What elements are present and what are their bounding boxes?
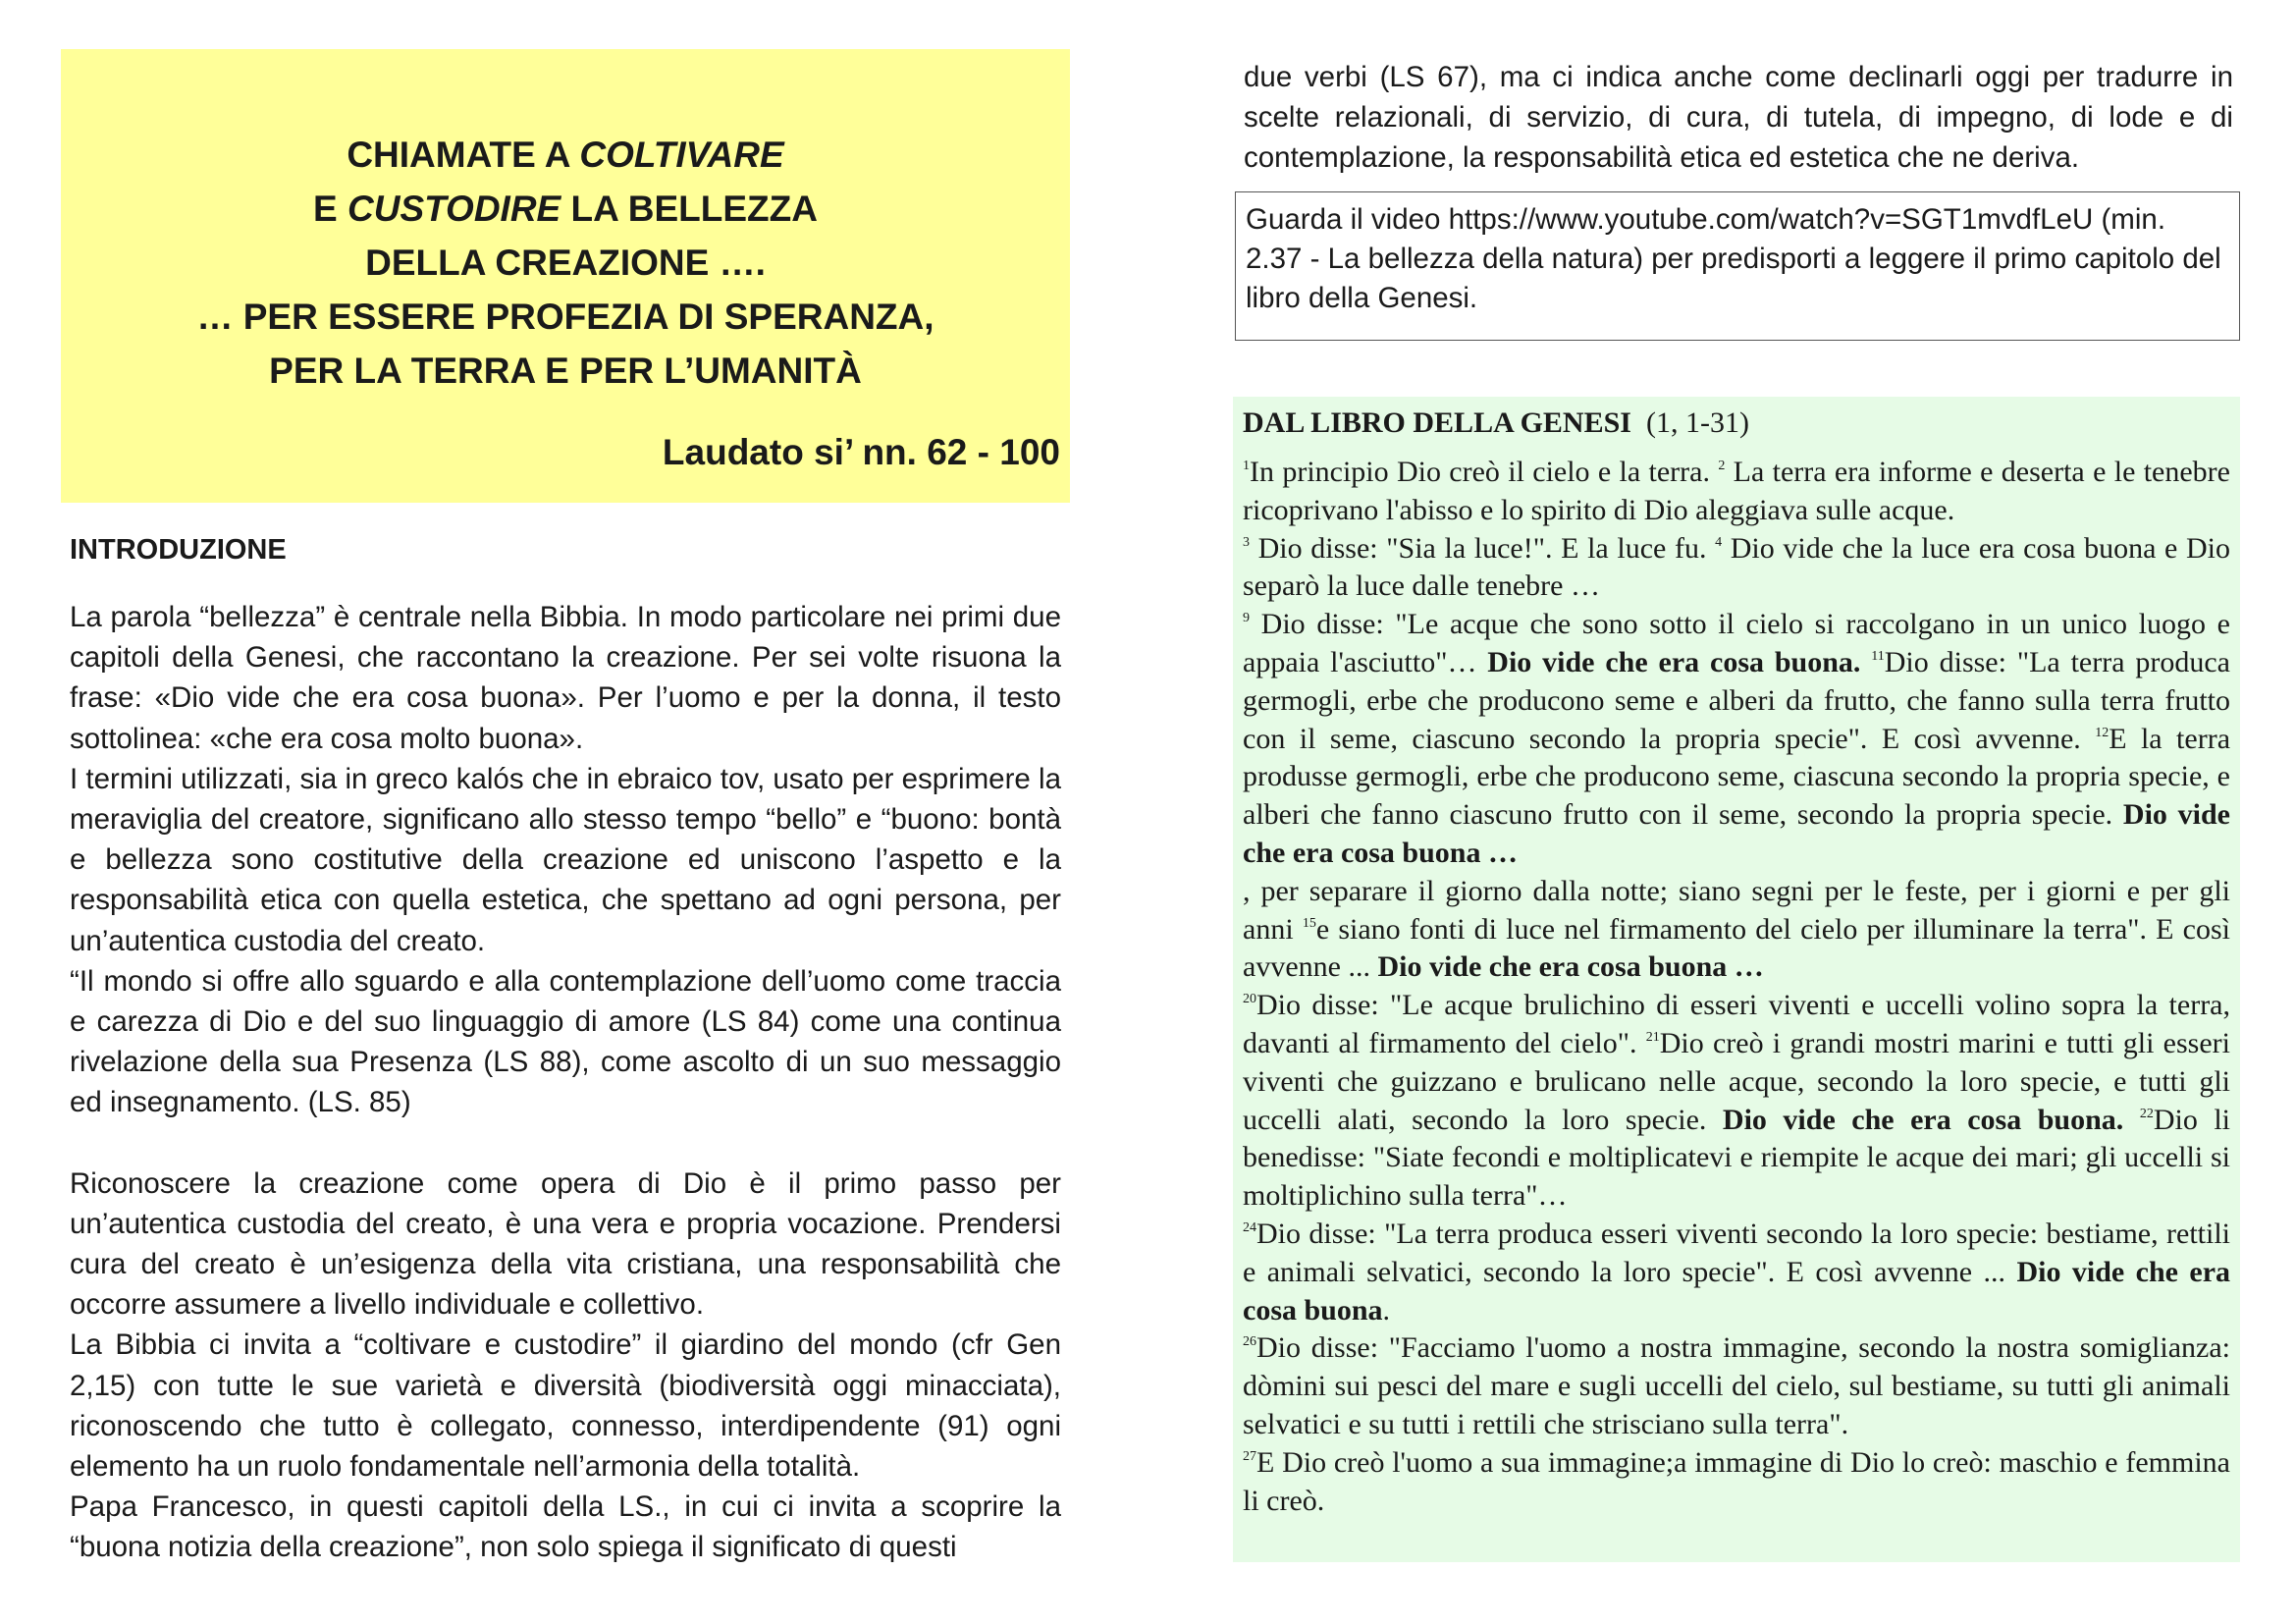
intro-paragraph: I termini utilizzati, sia in greco kalós che in ebraico tov, usato per esprimere la meraviglia del creatore, significano allo stesso tempo “bello” e “buono: bontà e bellezza sono costitutive della creazione ed uniscono l’aspetto e la responsabilità etica con quella estetica, che spettano ad ogni persona, per un’autentica custodia del creato. xyxy=(70,762,1061,957)
intro-paragraph: Riconoscere la creazione come opera di Dio è il primo passo per un’autentica custodia del creato, è una vera e propria vocazione. Prendersi cura del creato è un’esigenza della vita cristiana, una responsabilità che occorre assumere a livello individuale e collettivo. xyxy=(70,1166,1061,1322)
title-text: LA BELLEZZA xyxy=(561,189,818,229)
title-block xyxy=(61,128,1070,398)
verse-text: Dio disse: "La terra produca esseri viventi secondo la loro specie: bestiame, rettili e animali selvatici, secondo la loro specie". E così avvenne ... xyxy=(1243,1217,2230,1288)
title-line-3: DELLA CREAZIONE …. xyxy=(365,243,766,283)
genesis-paragraph xyxy=(1243,1216,2230,1329)
verse-text: Dio disse: "Le acque brulichino di esseri viventi e uccelli volino sopra la terra, davanti al firmamento del cielo". xyxy=(1243,989,2230,1059)
verse-text: Dio vide che la luce era cosa buona e Dio separò la luce dalle tenebre … xyxy=(1243,531,2230,603)
verse-text: . xyxy=(1382,1293,1391,1326)
title-box xyxy=(61,49,1070,503)
verse-text: Dio disse: "La terra produca germogli, erbe che producono seme e alberi da frutto, che fanno sulla terra frutto con il seme, ciascuno secondo la propria specie". E così avvenne. xyxy=(1243,645,2230,755)
verse-number: 21 xyxy=(1645,1029,1660,1045)
intro-continuation: due verbi (LS 67), ma ci indica anche come declinarli oggi per tradurre in scelte relazionali, di servizio, di cura, di tutela, di impegno, di lode e di contemplazione, la responsabilità etica ed estetica che ne deriva. xyxy=(1244,61,2233,174)
genesis-paragraph xyxy=(1243,987,2230,1216)
verse-text: La terra era informe e deserta e le tenebre ricoprivano l'abisso e lo spirito di Dio aleggiava sulle acque. xyxy=(1243,456,2230,526)
intro-paragraph: La Bibbia ci invita a “coltivare e custodire” il giardino del mondo (cfr Gen 2,15) con tutte le sue varietà e diversità (biodiversità oggi minacciata), riconoscendo che tutto è collegato, connesso, interdipendente (91) ogni elemento ha un ruolo fondamentale nell’armonia della totalità. xyxy=(70,1328,1061,1484)
verse-number: 22 xyxy=(2139,1106,2154,1121)
title-line-1 xyxy=(61,128,1070,182)
verse-number: 2 xyxy=(1718,459,1726,473)
verse-text: Dio creò i grandi mostri marini e tutti gli esseri viventi che guizzano e brulicano nelle acque, secondo la loro specie, e tutti gli uccelli alati, secondo la loro specie. xyxy=(1243,1026,2230,1136)
verse-text: Dio disse: "Sia la luce!". E la luce fu. xyxy=(1250,531,1716,565)
title-emphasis: COLTIVARE xyxy=(579,135,784,175)
intro-heading: INTRODUZIONE xyxy=(70,534,287,566)
genesis-paragraph xyxy=(1243,530,2230,607)
verse-refrain: Dio vide che era cosa buona. xyxy=(1722,1103,2124,1136)
title-text: E xyxy=(313,189,347,229)
verse-number: 20 xyxy=(1243,992,1256,1007)
title-line-4: … PER ESSERE PROFEZIA DI SPERANZA, xyxy=(196,297,934,337)
verse-text: , per separare il giorno dalla notte; siano segni per le feste, per i giorni e per gli anni xyxy=(1243,874,2230,946)
title-line-2 xyxy=(61,182,1070,236)
verse-number: 15 xyxy=(1302,915,1316,931)
verse-text: e siano fonti di luce nel firmamento del cielo per illuminare la terra". E così avvenne ... xyxy=(1243,912,2230,984)
verse-refrain: Dio vide che era cosa buona xyxy=(1243,1255,2231,1326)
genesis-paragraph xyxy=(1243,1444,2230,1521)
verse-text: In principio Dio creò il cielo e la terra. xyxy=(1250,456,1719,488)
genesis-heading-title: DAL LIBRO DELLA GENESI xyxy=(1243,406,1631,439)
title-text: CHIAMATE A xyxy=(347,135,580,175)
genesis-heading xyxy=(1243,406,1749,440)
verse-refrain: Dio vide che era cosa buona … xyxy=(1243,798,2230,869)
verse-number: 12 xyxy=(2095,725,2109,740)
genesis-heading-reference: (1, 1-31) xyxy=(1645,406,1749,439)
verse-text: E la terra produsse germogli, erbe che producono seme, ciascuna secondo la propria specie, e alberi che fanno ciascuno frutto con il seme, secondo la propria specie. xyxy=(1243,722,2231,832)
verse-text: E Dio creò l'uomo a sua immagine;a immagine di Dio lo creò: maschio e femmina li creò. xyxy=(1243,1445,2230,1517)
verse-text: Dio disse: "Le acque che sono sotto il cielo si raccolgano in un unico luogo e appaia l'asciutto"… xyxy=(1243,608,2230,678)
verse-number: 27 xyxy=(1243,1448,1256,1464)
video-note-text: Guarda il video https://www.youtube.com/watch?v=SGT1mvdfLeU (min. 2.37 - La bellezza della natura) per predisporti a leggere il primo capitolo del libro della Genesi. xyxy=(1246,203,2221,314)
verse-number: 11 xyxy=(1871,648,1885,664)
video-note-box xyxy=(1235,191,2240,341)
genesis-body xyxy=(1243,454,2230,1520)
verse-refrain: Dio vide che era cosa buona. xyxy=(1487,645,1861,678)
title-reference: Laudato si’ nn. 62 - 100 xyxy=(662,432,1060,472)
intro-paragraph: “Il mondo si offre allo sguardo e alla contemplazione dell’uomo come traccia e carezza di Dio e del suo linguaggio di amore (LS 84) come una continua rivelazione della sua Presenza (LS 88), come ascolto di un suo messaggio ed insegnamento. (LS. 85) xyxy=(70,964,1061,1119)
title-line-5: PER LA TERRA E PER L’UMANITÀ xyxy=(269,351,862,391)
genesis-paragraph xyxy=(1243,1329,2230,1443)
genesis-paragraph xyxy=(1243,606,2230,873)
genesis-paragraph xyxy=(1243,454,2230,530)
verse-number: 9 xyxy=(1243,611,1250,626)
genesis-paragraph xyxy=(1243,873,2230,987)
verse-number: 24 xyxy=(1243,1219,1256,1235)
genesis-box xyxy=(1233,397,2240,1562)
verse-number: 3 xyxy=(1243,534,1250,550)
intro-paragraph: La parola “bellezza” è centrale nella Bibbia. In modo particolare nei primi due capitoli della Genesi, che raccontano la creazione. Per sei volte risuona la frase: «Dio vide che era cosa buona». Per l’uomo e per la donna, il testo sottolinea: «che era cosa molto buona». xyxy=(70,601,1061,755)
intro-body xyxy=(70,597,1061,1568)
verse-text: Dio li benedisse: "Siate fecondi e moltiplicatevi e riempite le acque dei mari; gli uccelli si moltiplichino sulla terra"… xyxy=(1243,1103,2231,1213)
verse-number: 1 xyxy=(1243,459,1250,473)
verse-number: 26 xyxy=(1243,1334,1256,1350)
title-emphasis: CUSTODIRE xyxy=(347,189,561,229)
verse-refrain: Dio vide che era cosa buona … xyxy=(1377,950,1764,984)
verse-number: 4 xyxy=(1715,534,1723,550)
verse-text: Dio disse: "Facciamo l'uomo a nostra immagine, secondo la nostra somiglianza: dòmini sui pesci del mare e sugli uccelli del cielo, sul bestiame, su tutti gli animali selvatici e su tutti i rettili che strisciano sulla terra". xyxy=(1243,1331,2230,1440)
intro-paragraph: Papa Francesco, in questi capitoli della LS., in cui ci invita a scoprire la “buona notizia della creazione”, non solo spiega il significato di questi xyxy=(70,1490,1061,1564)
